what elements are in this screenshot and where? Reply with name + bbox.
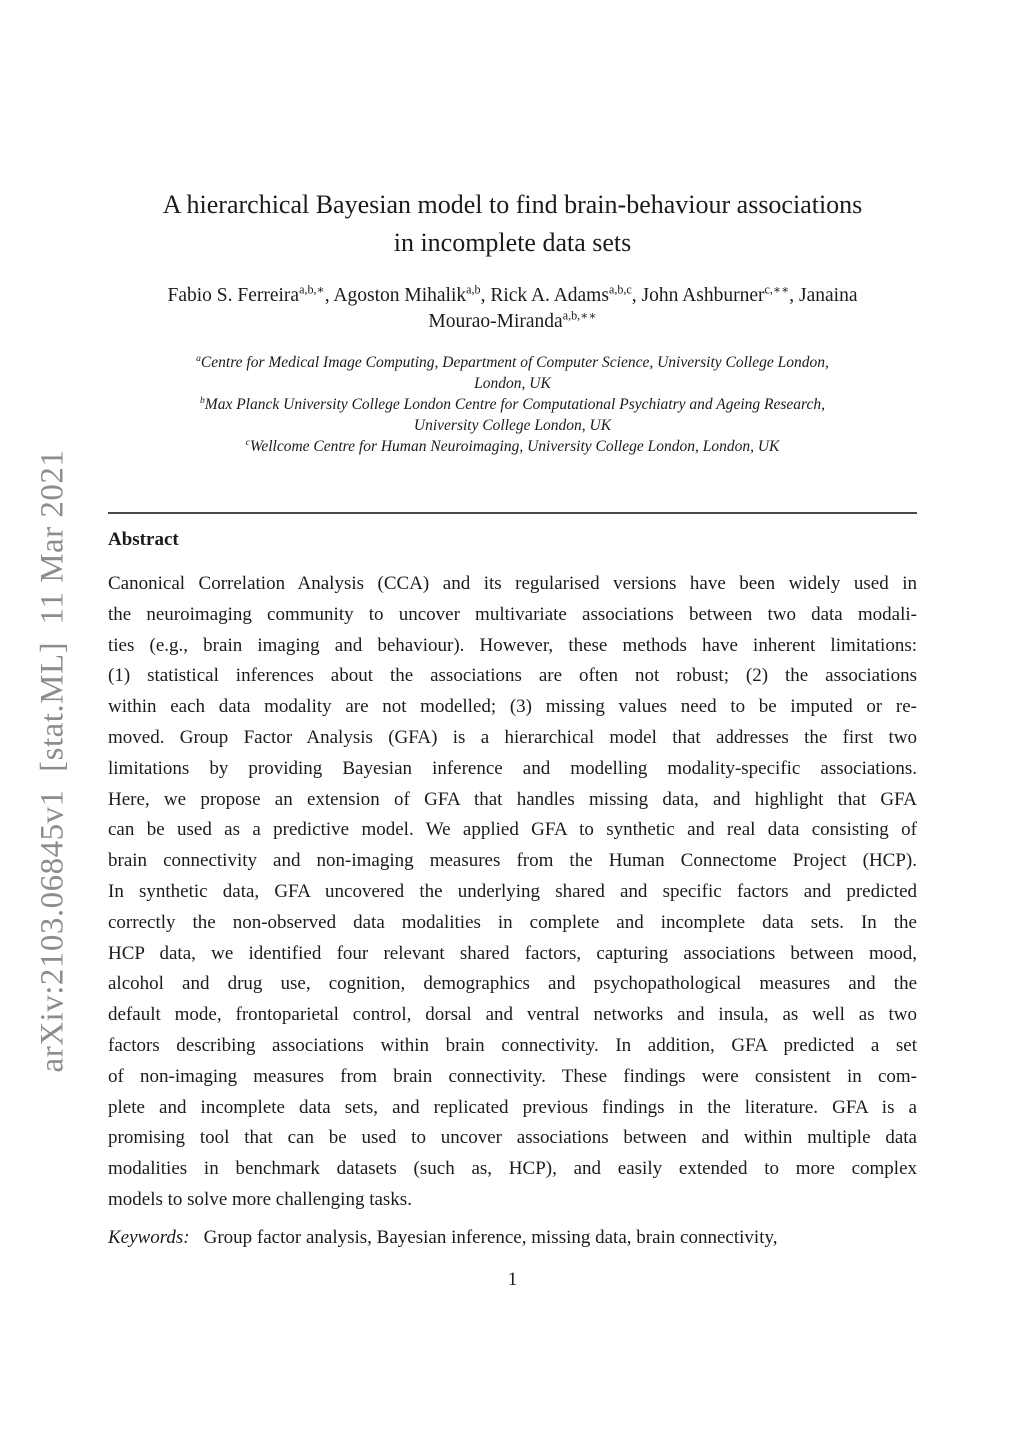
abstract-line: models to solve more challenging tasks. (108, 1188, 412, 1210)
author: Agoston Mihalik$^{a,b}$ (333, 282, 481, 306)
abstract-line: promising tool that can be used to uncover associations between and within multiple data (108, 1127, 917, 1149)
abstract-line: HCP data, we identified four relevant shared factors, capturing associations between mood, (108, 942, 917, 964)
author-affiliation-marker: a,b (466, 282, 481, 297)
abstract-line: default mode, frontoparietal control, dorsal and ventral networks and insula, as well as two (108, 1004, 917, 1026)
keywords-label: Keywords: (108, 1227, 190, 1248)
page-number: 1 (507, 1269, 518, 1290)
abstract-line: Canonical Correlation Analysis (CCA) and its regularised versions have been widely used in (108, 573, 917, 594)
affiliation-marker: a (196, 352, 201, 364)
author-affiliation-marker: a,b,∗∗ (562, 308, 597, 323)
abstract-line: modalities in benchmark datasets (such as, HCP), and easily extended to more complex (108, 1158, 917, 1180)
abstract-line: (1) statistical inferences about the associations are often not robust; (2) the associations (108, 665, 917, 687)
keywords-text: Group factor analysis, Bayesian inference, missing data, brain connectivity, (203, 1227, 778, 1248)
affiliation-marker: b (200, 394, 205, 406)
abstract-line: within each data modality are not modelled; (3) missing values need to be imputed or re- (108, 696, 917, 718)
keywords-line (108, 1222, 917, 1253)
author-list: Fabio S. Ferreira$^{a,b,∗}$, Agoston Mihalik$^{a,b}$, Rick A. Adams$^{a,b,c}$, John Ashburner$^{c,∗∗}$, Janaina Mourao‑Miranda$^{a,b,∗∗}$ (167, 282, 858, 332)
abstract-text (108, 569, 917, 1216)
abstract-line: brain connectivity and non-imaging measures from the Human Connectome Project (HCP). (108, 850, 917, 872)
affiliation-line: London, UK (474, 375, 551, 392)
author: Janaina Mourao‑Miranda$^{a,b,∗∗}$ (428, 285, 858, 332)
abstract-line: factors describing associations within brain connectivity. In addition, GFA predicted a set (108, 1034, 917, 1056)
affiliation-line: University College London, UK (413, 417, 612, 434)
abstract-line: limitations by providing Bayesian inference and modelling modality-specific associations. (108, 757, 917, 779)
abstract-heading: Abstract (108, 529, 179, 550)
paper-title-line-1: A hierarchical Bayesian model to find brain-behaviour associations (162, 190, 863, 219)
affiliation-list (108, 352, 917, 457)
author: John Ashburner$^{c,∗∗}$ (641, 282, 790, 306)
author-affiliation-marker: a,b,c (608, 282, 632, 297)
abstract-line: plete and incomplete data sets, and replicated previous findings in the literature. GFA is a (108, 1096, 917, 1118)
abstract-line: In synthetic data, GFA uncovered the underlying shared and specific factors and predicted (108, 880, 917, 902)
abstract-line: correctly the non-observed data modalities in complete and incomplete data sets. In the (108, 911, 917, 933)
abstract-line: moved. Group Factor Analysis (GFA) is a hierarchical model that addresses the first two (108, 726, 917, 748)
paper-title-line-2: in incomplete data sets (393, 228, 632, 257)
affiliation-line: $^b$Max Planck University College London Centre for Computational Psychiatry and Ageing Research, (200, 394, 825, 413)
arxiv-watermark: arXiv:2103.06845v1 [stat.ML] 11 Mar 2021 (34, 449, 71, 1073)
abstract-line: of non-imaging measures from brain connectivity. These findings were consistent in com- (108, 1065, 917, 1087)
abstract-line: ties (e.g., brain imaging and behaviour). However, these methods have inherent limitations: (108, 634, 917, 656)
abstract-line: the neuroimaging community to uncover multivariate associations between two data modali- (108, 603, 917, 625)
author-affiliation-marker: c,∗∗ (764, 282, 790, 297)
paper-title (108, 186, 917, 262)
divider-rule (108, 512, 917, 514)
abstract-line: alcohol and drug use, cognition, demographics and psychopathological measures and the (108, 973, 917, 995)
author-affiliation-marker: a,b,∗ (299, 282, 325, 297)
abstract-line: can be used as a predictive model. We applied GFA to synthetic and real data consisting of (108, 819, 917, 841)
affiliation-marker: c (245, 436, 250, 448)
affiliation-line: $^c$Wellcome Centre for Human Neuroimaging, University College London, London, UK (245, 436, 780, 455)
author: Rick A. Adams$^{a,b,c}$ (490, 282, 632, 306)
affiliation-line: $^a$Centre for Medical Image Computing, Department of Computer Science, University College London, (196, 352, 829, 371)
author: Fabio S. Ferreira$^{a,b,∗}$ (167, 282, 325, 306)
abstract-line: Here, we propose an extension of GFA that handles missing data, and highlight that GFA (108, 788, 917, 810)
